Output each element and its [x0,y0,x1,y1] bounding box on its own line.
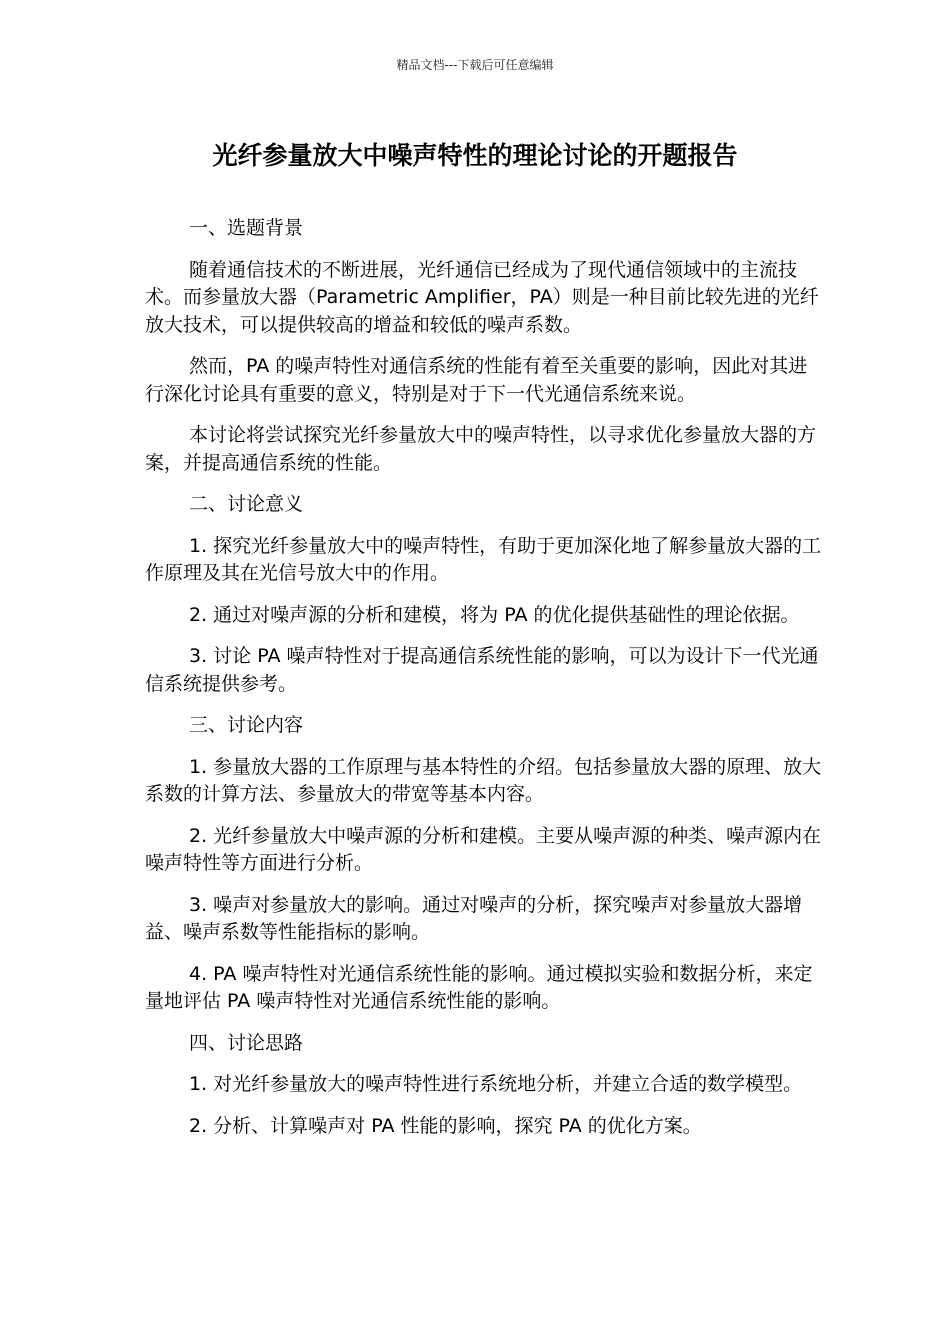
list-item: 1. 探究光纤参量放大中的噪声特性，有助于更加深化地了解参量放大器的工作原理及其在光信号放大中的作用。 [145,534,822,584]
section-significance [145,491,825,698]
list-item: 3. 噪声对参量放大的影响。通过对噪声的分析，探究噪声对参量放大器增益、噪声系数等性能指标的影响。 [145,893,803,943]
paragraph: 随着通信技术的不断进展，光纤通信已经成为了现代通信领域中的主流技术。而参量放大器（Parametric Amplifier，PA）则是一种目前比较先进的光纤放大技术，可以提供较高的增益和较低的噪声系数。 [145,258,819,336]
section-approach [145,1030,825,1141]
list-item: 1. 对光纤参量放大的噪声特性进行系统地分析，并建立合适的数学模型。 [189,1073,803,1095]
list-item: 2. 分析、计算噪声对 PA 性能的影响，探究 PA 的优化方案。 [189,1114,702,1137]
section-content [145,712,825,1016]
section-heading: 三、讨论内容 [189,714,304,736]
section-heading: 四、讨论思路 [189,1031,304,1054]
header-note: 精品文档---下载后可任意编辑 [396,58,554,72]
document-title: 光纤参量放大中噪声特性的理论讨论的开题报告 [212,141,738,170]
list-item: 4. PA 噪声特性对光通信系统性能的影响。通过模拟实验和数据分析，来定量地评估 PA 噪声特性对光通信系统性能的影响。 [145,962,813,1012]
list-item: 2. 光纤参量放大中噪声源的分析和建模。主要从噪声源的种类、噪声源内在噪声特性等方面进行分析。 [145,824,822,874]
section-heading: 一、选题背景 [189,217,304,239]
paragraph: 本讨论将尝试探究光纤参量放大中的噪声特性，以寻求优化参量放大器的方案，并提高通信系统的性能。 [145,424,817,474]
section-background [145,215,825,477]
paragraph: 然而，PA 的噪声特性对通信系统的性能有着至关重要的影响，因此对其进行深化讨论具有重要的意义，特别是对于下一代光通信系统来说。 [145,355,808,405]
section-heading: 二、讨论意义 [189,493,304,515]
list-item: 2. 通过对噪声源的分析和建模，将为 PA 的优化提供基础性的理论依据。 [189,603,800,626]
list-item: 3. 讨论 PA 噪声特性对于提高通信系统性能的影响，可以为设计下一代光通信系统提供参考。 [145,645,819,695]
document-body [145,215,825,1154]
list-item: 1. 参量放大器的工作原理与基本特性的介绍。包括参量放大器的原理、放大系数的计算方法、参量放大的带宽等基本内容。 [145,755,822,805]
